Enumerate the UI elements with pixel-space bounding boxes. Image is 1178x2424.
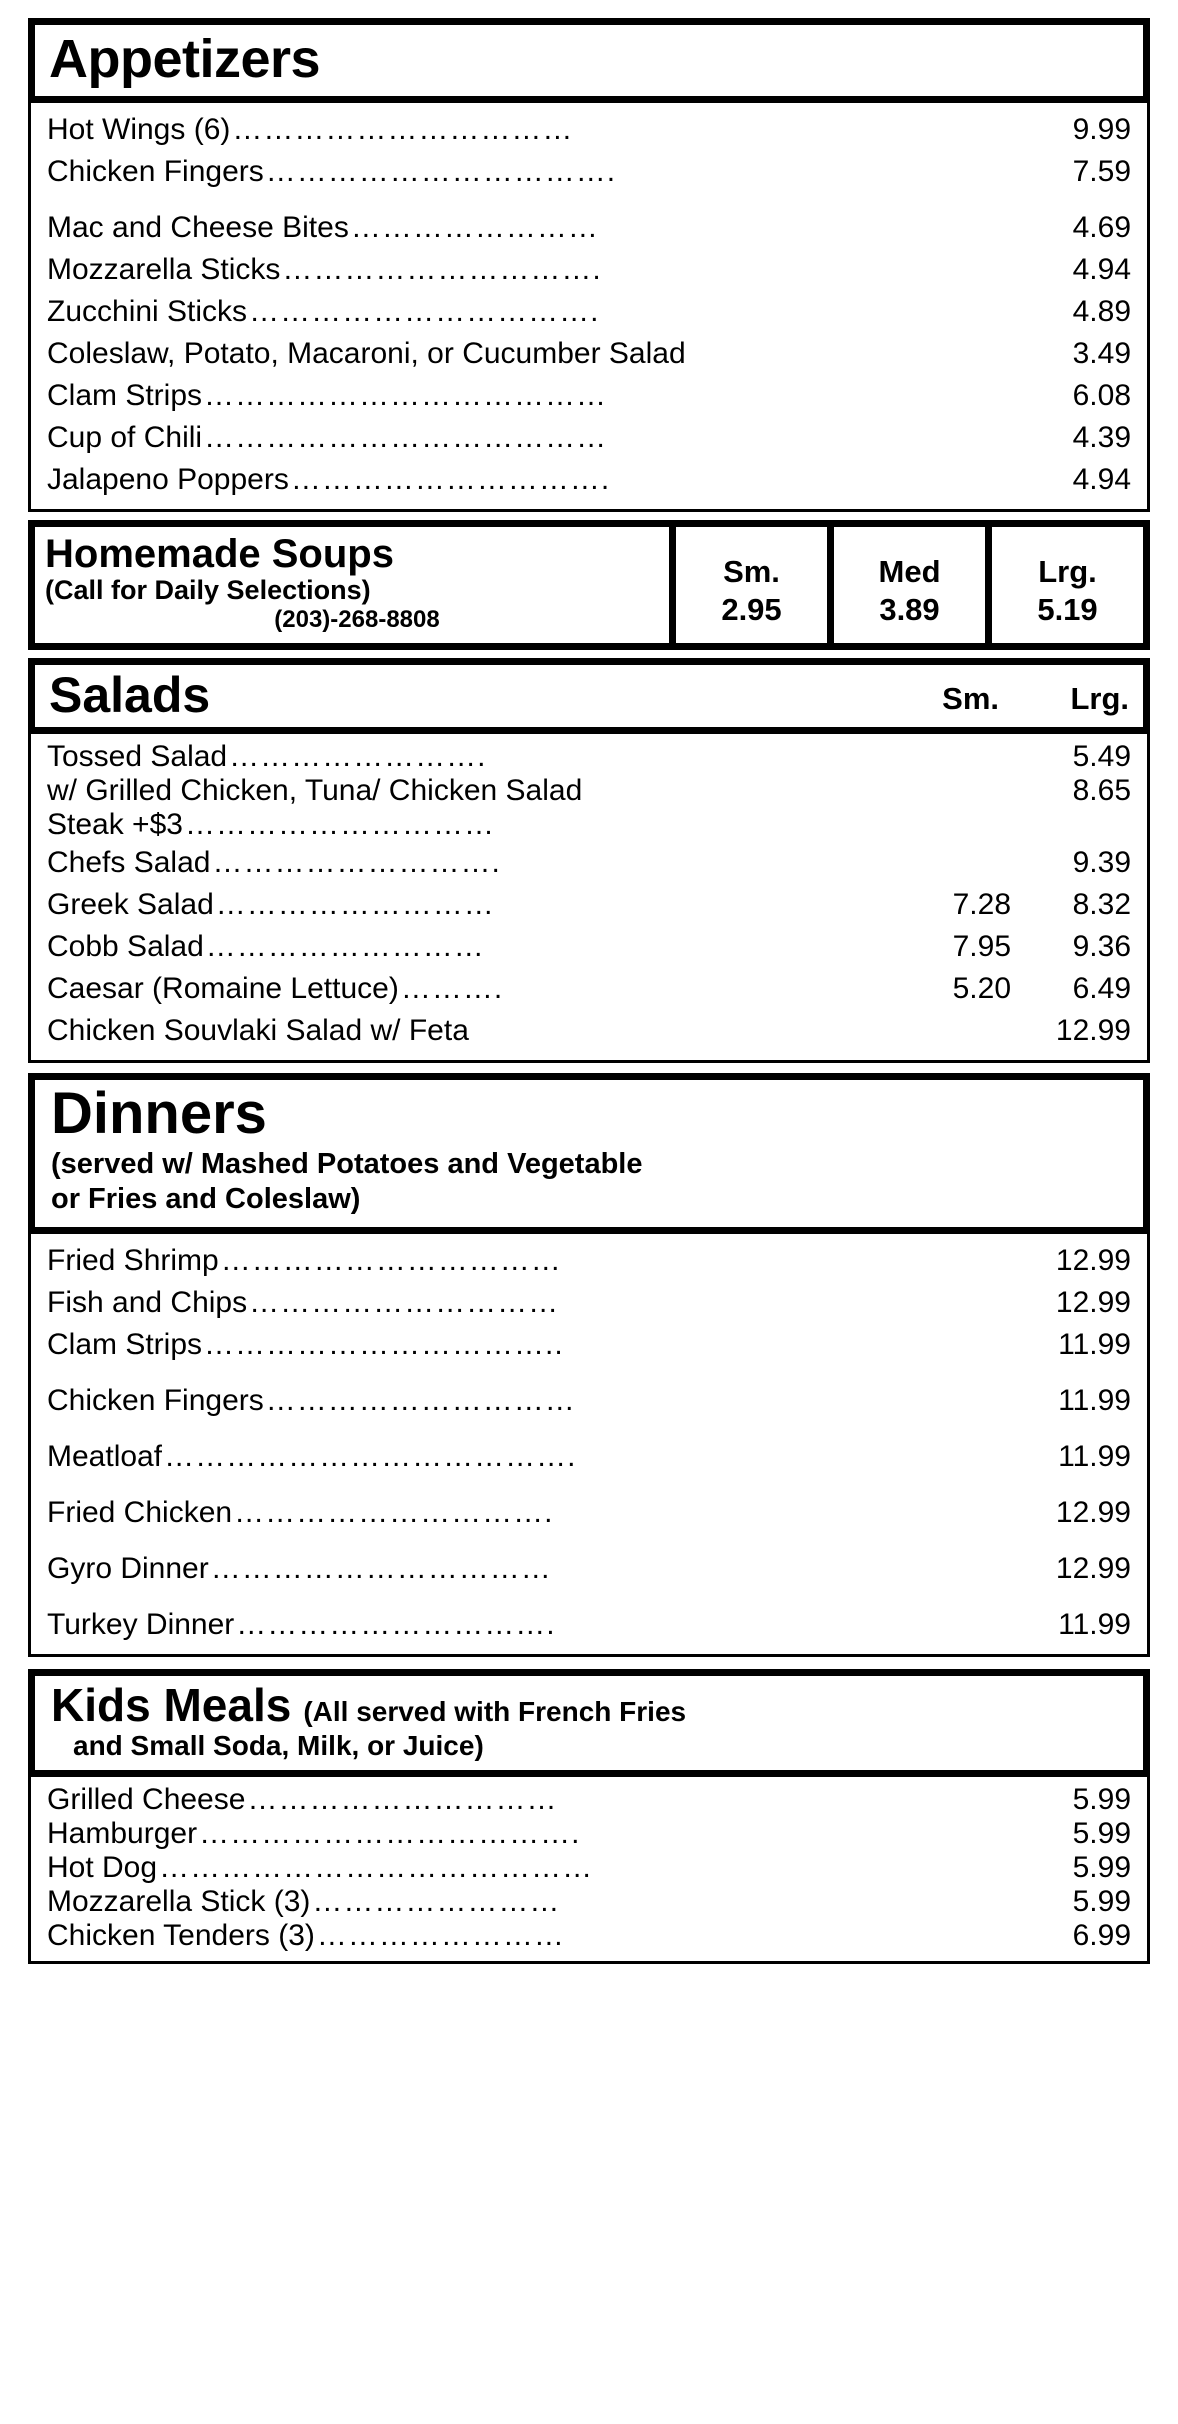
menu-item <box>47 1885 1131 1919</box>
menu-item <box>47 1548 1131 1590</box>
item-leader: …………………………. <box>236 1609 556 1640</box>
item-price: 11.99 <box>1058 1383 1131 1417</box>
item-price: 3.49 <box>1072 336 1131 370</box>
item-price: 9.99 <box>1072 112 1131 146</box>
kids-note-line1: (All served with French Fries <box>303 1695 687 1727</box>
dinners-subtitle-line1: (served w/ Mashed Potatoes and Vegetable <box>51 1147 643 1180</box>
soups-phone: (203)-268-8808 <box>274 605 440 633</box>
soup-size-label: Sm. <box>723 553 780 589</box>
item-price: 4.89 <box>1072 294 1131 328</box>
menu-item <box>47 842 1131 884</box>
item-price-large: 9.39 <box>1072 846 1131 880</box>
item-name: Steak +$3 <box>47 810 183 841</box>
item-price: 5.99 <box>1072 1817 1131 1851</box>
item-name: Tossed Salad <box>47 742 228 773</box>
appetizers-title: Appetizers <box>49 29 321 89</box>
item-leader: ………………………………… <box>204 380 608 411</box>
item-name: Mozzarella Sticks <box>47 254 281 285</box>
item-leader: …………………………… <box>210 1553 552 1584</box>
menu-item <box>47 808 1131 842</box>
menu-item <box>47 1817 1131 1851</box>
salads-header <box>28 658 1150 735</box>
item-leader: ……………………………. <box>249 296 600 327</box>
item-price: 12.99 <box>1055 1551 1131 1585</box>
item-price: 6.99 <box>1072 1919 1131 1953</box>
menu-item <box>47 291 1131 333</box>
item-leader: ………………………… <box>265 1385 576 1416</box>
menu-item <box>47 333 1131 375</box>
menu-item <box>47 459 1131 501</box>
item-name: Greek Salad <box>47 890 214 921</box>
item-price-large: 8.65 <box>1072 774 1131 808</box>
dinners-list <box>28 1234 1150 1657</box>
item-leader: …………………………. <box>282 254 602 285</box>
item-name: Chicken Fingers <box>47 1385 264 1416</box>
item-leader: …………………… <box>312 1887 561 1918</box>
menu-item <box>47 249 1131 291</box>
item-name: Mozzarella Stick (3) <box>47 1887 311 1918</box>
soup-size-small <box>669 527 827 643</box>
soups-title: Homemade Soups <box>45 531 394 576</box>
dinners-title: Dinners <box>51 1081 267 1147</box>
item-name: Chefs Salad <box>47 848 211 879</box>
kids-note-line2: and Small Soda, Milk, or Juice) <box>73 1730 484 1762</box>
item-leader: …………………………….. <box>204 1329 564 1360</box>
item-leader: ………………………… <box>249 1287 560 1318</box>
item-price-small: 5.20 <box>952 972 1011 1006</box>
item-name: Mac and Cheese Bites <box>47 212 349 243</box>
salads-list <box>28 734 1150 1063</box>
item-name: Clam Strips <box>47 1329 203 1360</box>
item-name: Fried Chicken <box>47 1497 233 1528</box>
item-leader: ………………………………… <box>204 422 608 453</box>
item-price-large: 9.36 <box>1072 930 1131 964</box>
item-name: Hamburger <box>47 1819 198 1850</box>
menu-item <box>47 1492 1131 1534</box>
soups-subtitle: (Call for Daily Selections) <box>45 574 371 605</box>
item-name: Chicken Fingers <box>47 156 264 187</box>
salads-col-small: Sm. <box>942 681 999 717</box>
menu-item <box>47 375 1131 417</box>
item-price: 5.99 <box>1072 1851 1131 1885</box>
item-name: w/ Grilled Chicken, Tuna/ Chicken Salad <box>47 776 583 807</box>
menu-item <box>47 1851 1131 1885</box>
item-price: 4.94 <box>1072 252 1131 286</box>
menu-item <box>47 1604 1131 1646</box>
item-name: Fried Shrimp <box>47 1245 219 1276</box>
item-name: Zucchini Sticks <box>47 296 248 327</box>
item-name: Chicken Souvlaki Salad w/ Feta <box>47 1016 469 1047</box>
item-leader: …………………………… <box>232 114 574 145</box>
menu-item <box>47 884 1131 926</box>
menu-item <box>47 968 1131 1010</box>
kids-list <box>28 1777 1150 1964</box>
soup-size-medium <box>827 527 985 643</box>
item-price: 4.39 <box>1072 420 1131 454</box>
item-name: Jalapeno Poppers <box>47 464 289 495</box>
item-name: Cobb Salad <box>47 932 204 963</box>
dinners-subtitle-line2: or Fries and Coleslaw) <box>51 1182 361 1215</box>
menu-item <box>47 740 1131 774</box>
menu-item <box>47 109 1131 151</box>
menu-item <box>47 207 1131 249</box>
soups-section <box>28 520 1150 650</box>
soup-size-price: 3.89 <box>879 592 940 628</box>
item-price: 11.99 <box>1058 1439 1131 1473</box>
item-price-small: 7.28 <box>952 888 1011 922</box>
item-name: Turkey Dinner <box>47 1609 235 1640</box>
item-leader: …………………… <box>350 212 599 243</box>
item-price: 12.99 <box>1055 1285 1131 1319</box>
menu-item <box>47 1919 1131 1953</box>
item-leader: …………………… <box>316 1921 565 1952</box>
item-price: 5.99 <box>1072 1783 1131 1817</box>
menu-item <box>47 774 1131 808</box>
item-price: 11.99 <box>1058 1607 1131 1641</box>
item-price: 6.08 <box>1072 378 1131 412</box>
item-price-large: 12.99 <box>1055 1014 1131 1048</box>
kids-title-line <box>51 1680 1127 1731</box>
menu-item <box>47 1240 1131 1282</box>
menu-item <box>47 1010 1131 1052</box>
item-leader: ………………………. <box>212 848 501 879</box>
soup-size-label: Lrg. <box>1038 553 1097 589</box>
item-price-large: 6.49 <box>1072 972 1131 1006</box>
soup-size-price: 5.19 <box>1037 592 1098 628</box>
menu-item <box>47 417 1131 459</box>
item-price: 12.99 <box>1055 1243 1131 1277</box>
item-name: Caesar (Romaine Lettuce) <box>47 974 399 1005</box>
item-price: 5.99 <box>1072 1885 1131 1919</box>
menu-item <box>47 1380 1131 1422</box>
item-leader: …………………………. <box>290 464 611 495</box>
item-price-large: 5.49 <box>1072 740 1131 774</box>
item-name: Meatloaf <box>47 1441 163 1472</box>
item-name: Hot Dog <box>47 1853 158 1884</box>
menu-item <box>47 926 1131 968</box>
menu-item <box>47 1436 1131 1478</box>
item-price-small: 7.95 <box>952 930 1011 964</box>
item-leader: …………………………………… <box>159 1853 594 1884</box>
item-price-large: 8.32 <box>1072 888 1131 922</box>
menu-item <box>47 1282 1131 1324</box>
item-name: Gyro Dinner <box>47 1553 209 1584</box>
item-name: Coleslaw, Potato, Macaroni, or Cucumber Salad <box>47 338 686 369</box>
kids-header <box>28 1669 1150 1778</box>
soup-size-label: Med <box>878 553 941 589</box>
salads-col-large: Lrg. <box>1070 681 1129 717</box>
item-leader: …………………………… <box>220 1245 562 1276</box>
item-leader: ………………………… <box>184 810 495 841</box>
item-name: Grilled Cheese <box>47 1785 246 1816</box>
soup-size-large <box>985 527 1143 643</box>
item-leader: ………. <box>400 974 504 1005</box>
item-leader: …………………………………. <box>164 1441 577 1472</box>
item-name: Clam Strips <box>47 380 203 411</box>
item-name: Chicken Tenders (3) <box>47 1921 315 1952</box>
item-leader: ……………………. <box>229 742 487 773</box>
item-price: 12.99 <box>1055 1495 1131 1529</box>
kids-title: Kids Meals <box>51 1678 292 1731</box>
menu-item <box>47 151 1131 193</box>
menu-item <box>47 1783 1131 1817</box>
item-leader: ……………………… <box>215 890 495 921</box>
item-price: 7.59 <box>1072 154 1131 188</box>
item-name: Fish and Chips <box>47 1287 248 1318</box>
item-leader: ………………………………. <box>199 1819 581 1850</box>
item-leader: ………………………… <box>247 1785 558 1816</box>
item-name: Cup of Chili <box>47 422 203 453</box>
item-leader: ……………………… <box>205 932 485 963</box>
soups-info <box>35 527 669 643</box>
item-price: 4.94 <box>1072 462 1131 496</box>
item-price: 11.99 <box>1058 1327 1131 1361</box>
appetizers-header <box>28 18 1150 103</box>
item-price: 4.69 <box>1072 210 1131 244</box>
appetizers-list <box>28 103 1150 512</box>
item-leader: ……………………………. <box>265 156 617 187</box>
menu-item <box>47 1324 1131 1366</box>
item-leader: …………………………. <box>234 1497 554 1528</box>
item-name: Hot Wings (6) <box>47 114 231 145</box>
salads-title: Salads <box>49 666 211 723</box>
soup-size-price: 2.95 <box>721 592 782 628</box>
dinners-header <box>28 1073 1150 1233</box>
